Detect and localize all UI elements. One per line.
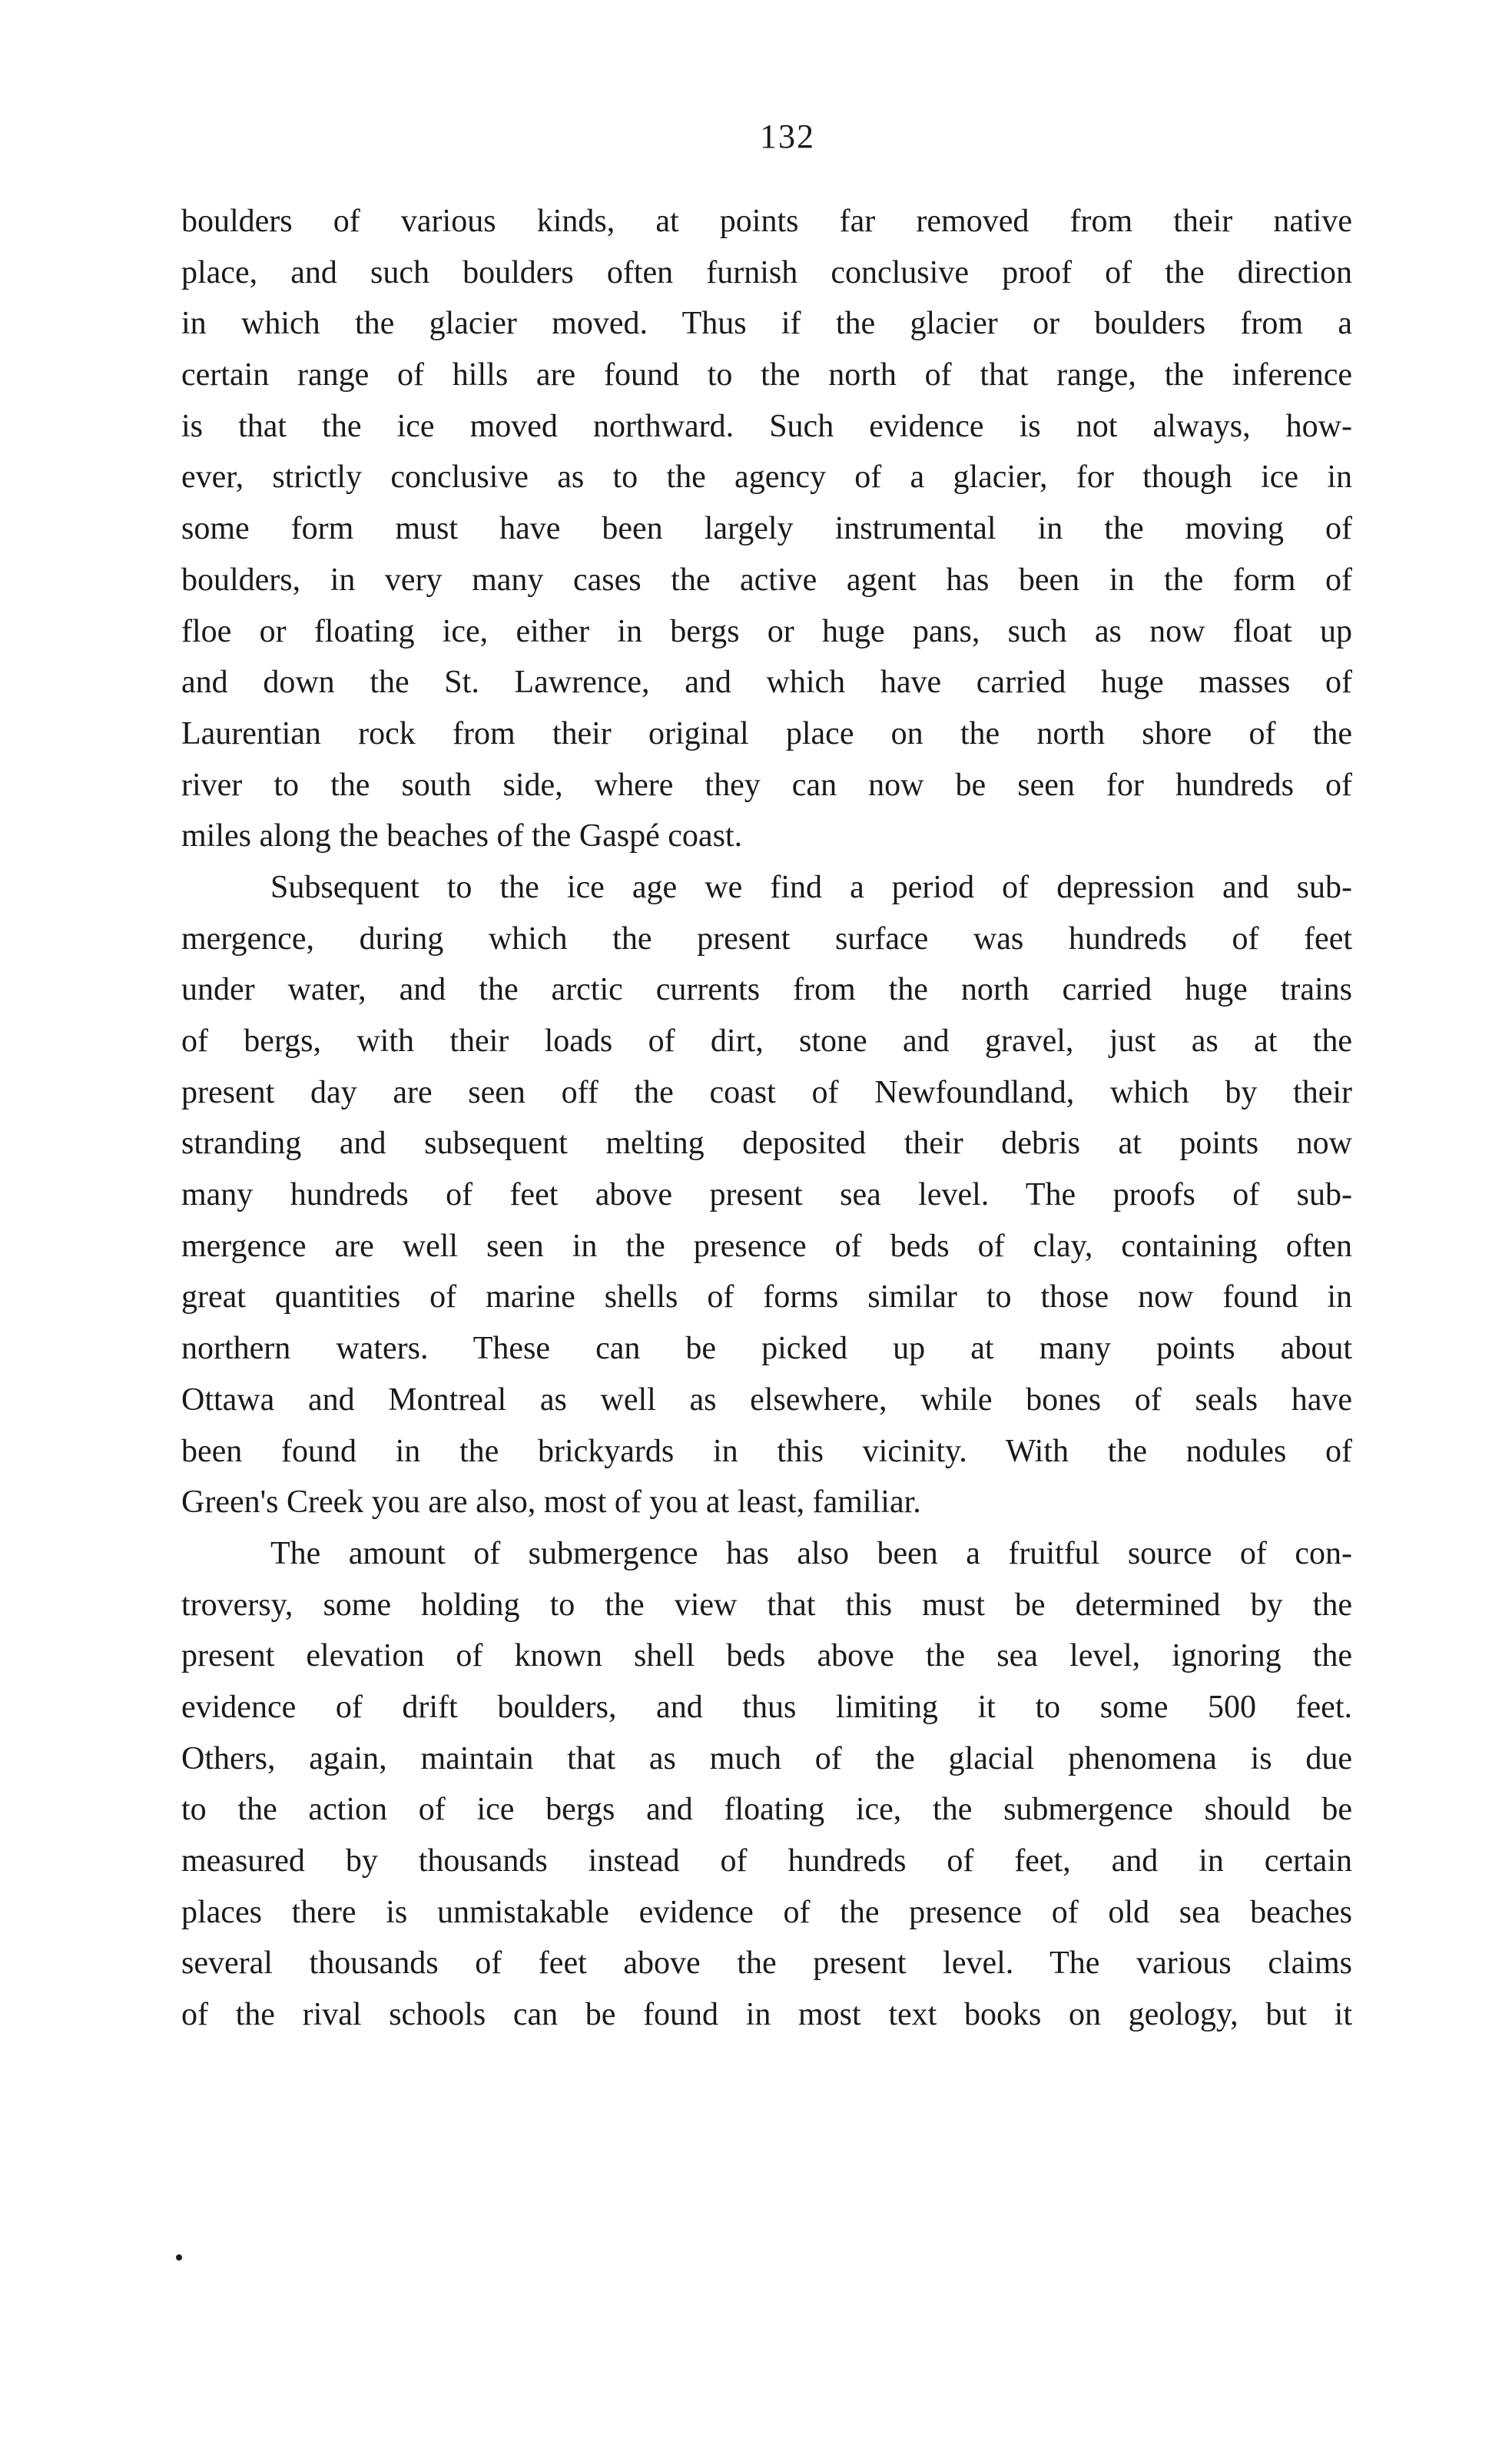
paragraph-2-line: great quantities of marine shells of forms similar to those now found in: [181, 1279, 1352, 1315]
paragraph-1-line: is that the ice moved northward. Such evidence is not always, how-: [181, 408, 1352, 444]
paragraph-1-line: boulders of various kinds, at points far removed from their native: [181, 204, 1352, 239]
paragraph-3-line: of the rival schools can be found in most text books on geology, but it: [181, 1997, 1352, 2033]
paragraph-1-line: river to the south side, where they can now be seen for hundreds of: [181, 767, 1352, 803]
paragraph-3-line: to the action of ice bergs and floating ice, the submergence should be: [181, 1792, 1352, 1828]
paragraph-2-line: been found in the brickyards in this vicinity. With the nodules of: [181, 1433, 1352, 1469]
paragraph-3-line: The amount of submergence has also been a fruitful source of con-: [270, 1535, 1352, 1571]
paragraph-3-line: troversy, some holding to the view that this must be determined by the: [181, 1587, 1352, 1623]
paragraph-3-line: several thousands of feet above the present level. The various claims: [181, 1945, 1352, 1982]
paragraph-2-line: of bergs, with their loads of dirt, stone and gravel, just as at the: [181, 1023, 1352, 1059]
paragraph-1-line: in which the glacier moved. Thus if the glacier or boulders from a: [181, 306, 1352, 342]
paragraph-3-line: measured by thousands instead of hundreds of feet, and in certain: [181, 1843, 1352, 1879]
paragraph-2-line: under water, and the arctic currents from the north carried huge trains: [181, 972, 1352, 1008]
paragraph-3-line: Others, again, maintain that as much of the glacial phenomena is due: [181, 1740, 1352, 1776]
paragraph-2-line: Green's Creek you are also, most of you at least, familiar.: [181, 1484, 921, 1521]
body-text: [181, 196, 1352, 2041]
paragraph-1-line: and down the St. Lawrence, and which have carried huge masses of: [181, 665, 1352, 701]
paragraph-2-line: mergence, during which the present surface was hundreds of feet: [181, 920, 1352, 957]
paragraph-1-line: certain range of hills are found to the north of that range, the inference: [181, 357, 1352, 393]
paragraph-1-line: ever, strictly conclusive as to the agency of a glacier, for though ice in: [181, 459, 1352, 496]
paragraph-2-line: Ottawa and Montreal as well as elsewhere, while bones of seals have: [181, 1382, 1352, 1418]
paragraph-2-line: many hundreds of feet above present sea level. The proofs of sub-: [181, 1177, 1352, 1213]
paragraph-1-line: floe or floating ice, either in bergs or huge pans, such as now float up: [181, 613, 1352, 649]
paragraph-2-line: northern waters. These can be picked up at many points about: [181, 1331, 1352, 1367]
paragraph-3-line: present elevation of known shell beds above the sea level, ignoring the: [181, 1638, 1352, 1674]
paragraph-2-line: stranding and subsequent melting deposited their debris at points now: [181, 1126, 1352, 1162]
page-number: 132: [760, 118, 815, 155]
paragraph-3-line: places there is unmistakable evidence of the presence of old sea beaches: [181, 1894, 1352, 1930]
paragraph-2-line: present day are seen off the coast of Newfoundland, which by their: [181, 1074, 1352, 1110]
stray-ink-dot: [176, 2254, 182, 2261]
paragraph-1-line: some form must have been largely instrumental in the moving of: [181, 511, 1352, 547]
paragraph-3-line: evidence of drift boulders, and thus limiting it to some 500 feet.: [181, 1689, 1352, 1725]
paragraph-2-line: mergence are well seen in the presence of beds of clay, containing often: [181, 1228, 1352, 1264]
paragraph-1-line: miles along the beaches of the Gaspé coast.: [181, 818, 743, 854]
paragraph-1-line: Laurentian rock from their original place on the north shore of the: [181, 715, 1352, 751]
paragraph-1-line: place, and such boulders often furnish conclusive proof of the direction: [181, 254, 1352, 290]
paragraph-2-line: Subsequent to the ice age we find a period of depression and sub-: [270, 869, 1352, 905]
paragraph-1-line: boulders, in very many cases the active agent has been in the form of: [181, 562, 1352, 598]
